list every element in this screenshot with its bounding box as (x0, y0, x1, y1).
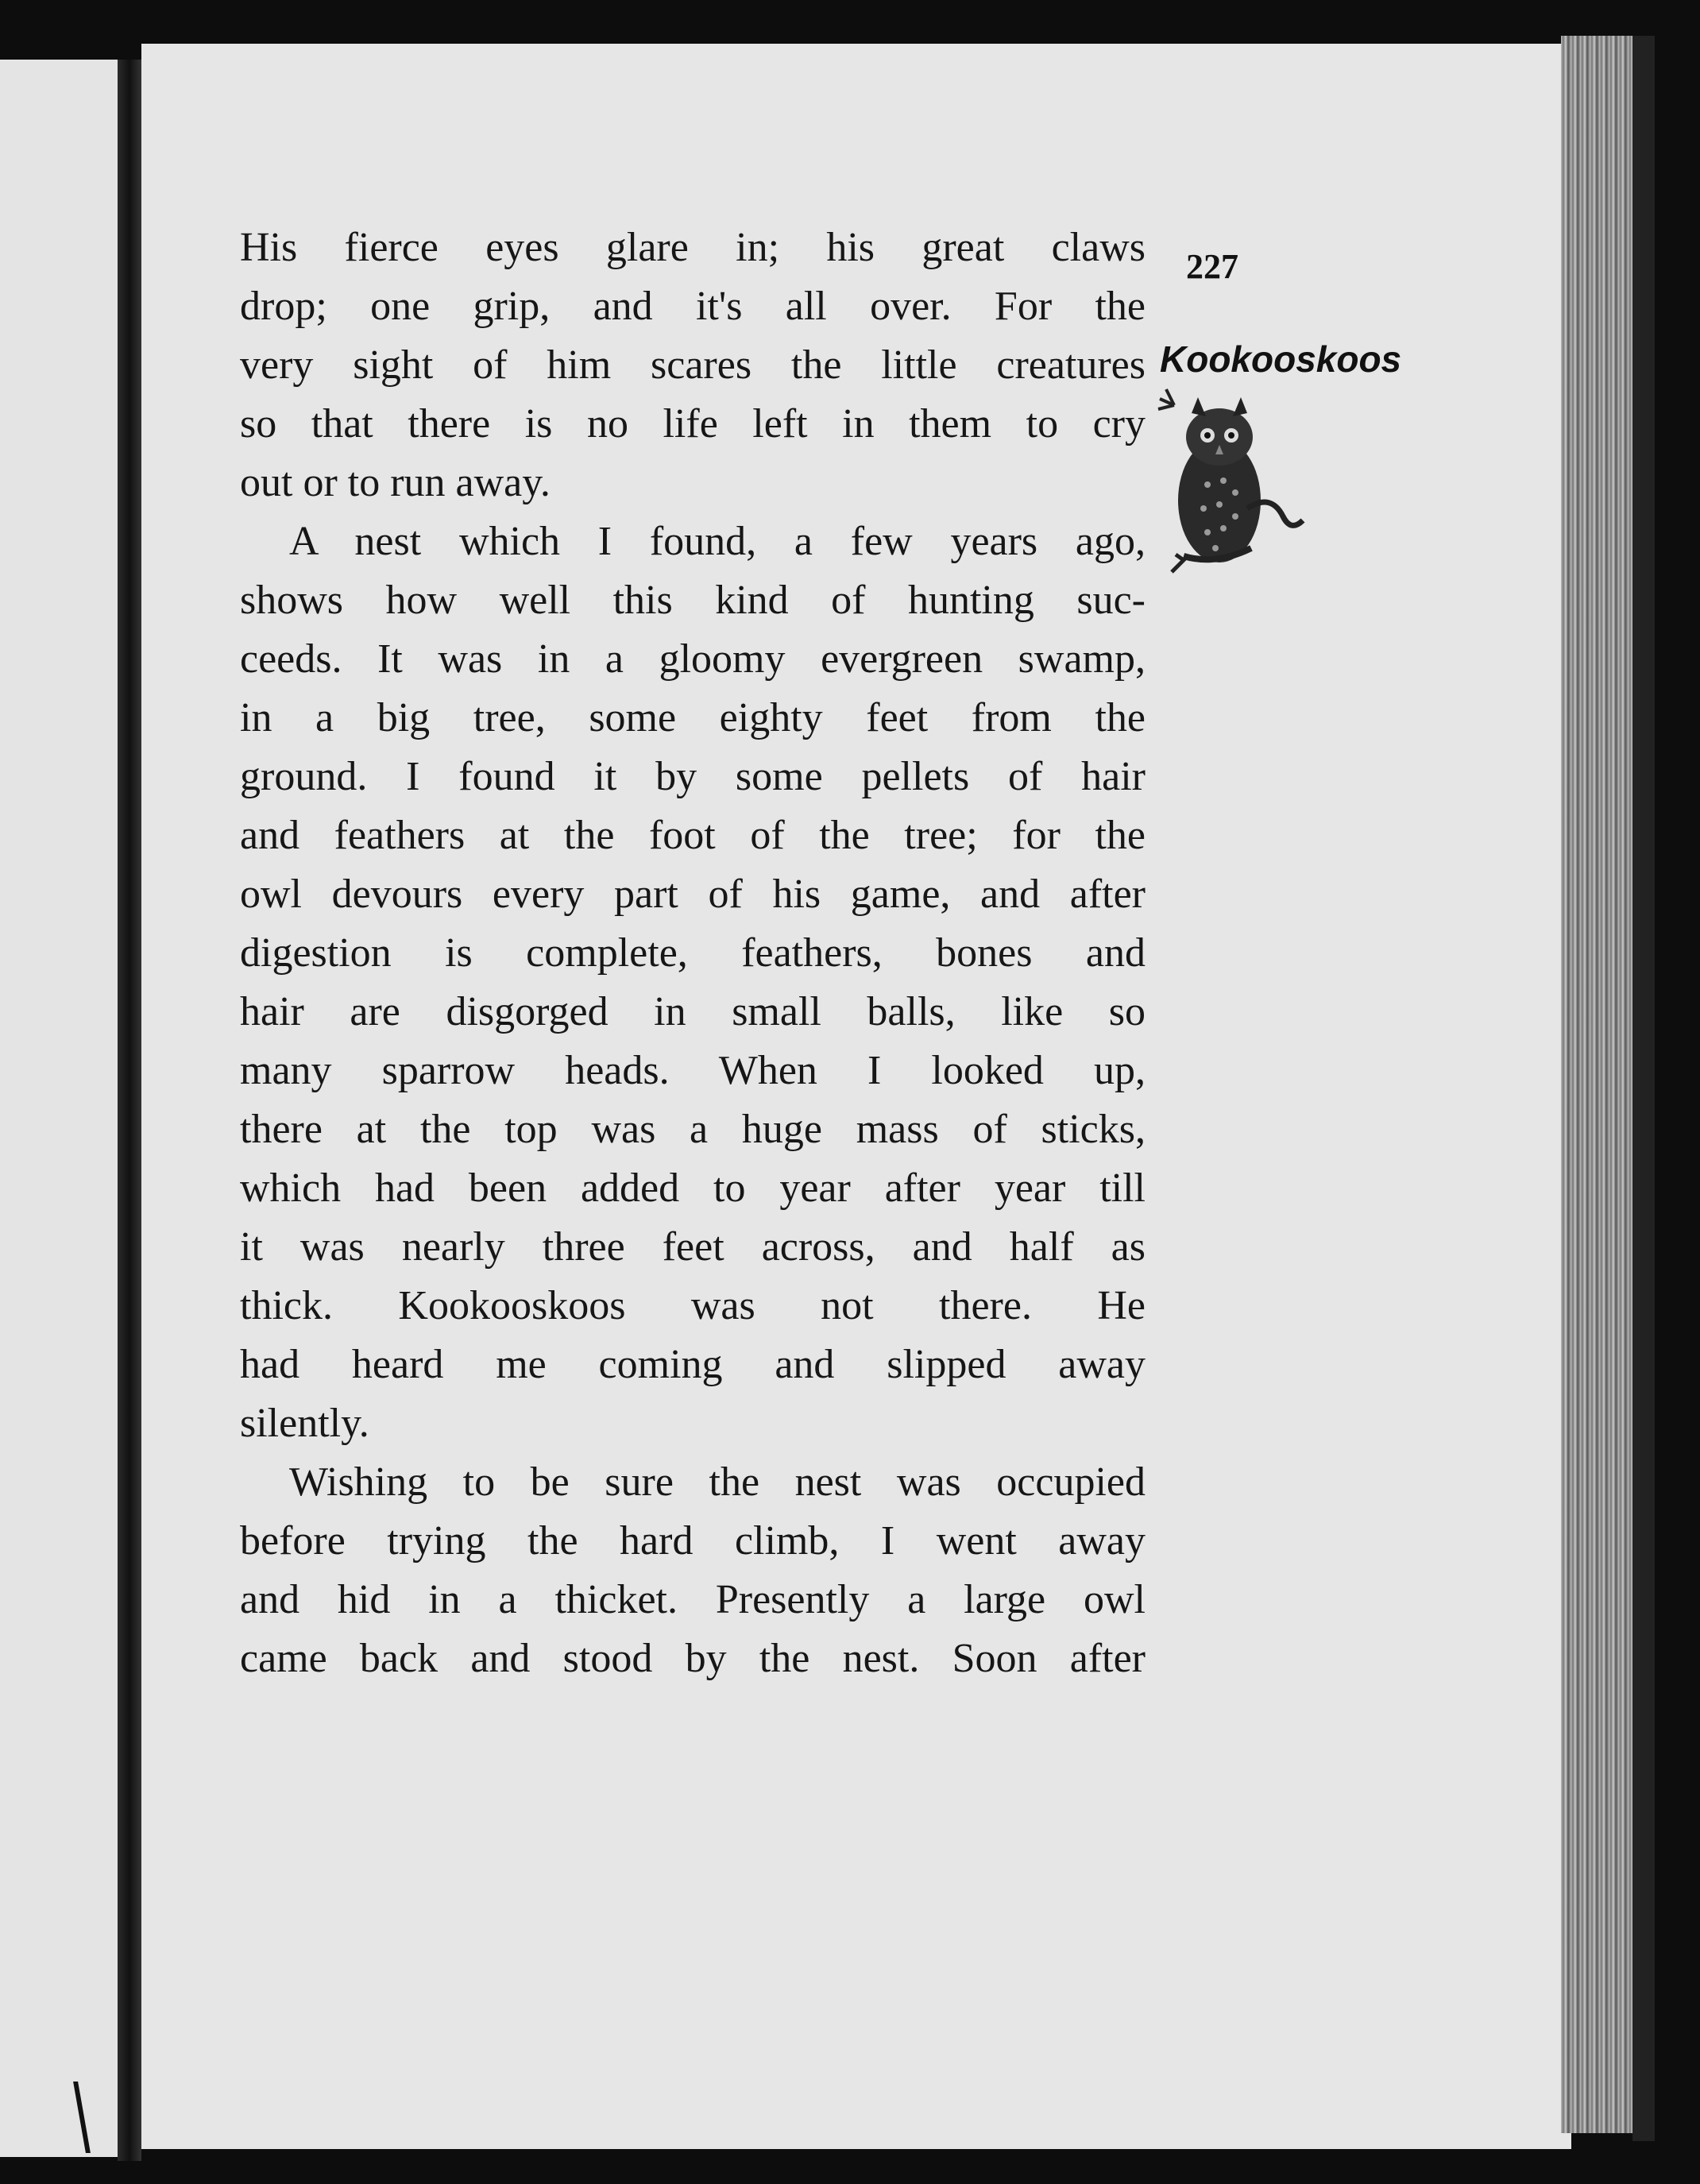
text-line: there at the top was a huge mass of sticks, (240, 1107, 1146, 1152)
text-line: drop; one grip, and it's all over. For the (240, 284, 1146, 329)
facing-page-edge (0, 60, 118, 2157)
owl-icon (1152, 381, 1311, 580)
page-number: 227 (1186, 247, 1238, 286)
book-gutter (118, 60, 141, 2161)
text-line: hair are disgorged in small balls, like so (240, 989, 1146, 1034)
text-line: which had been added to year after year till (240, 1165, 1146, 1211)
text-line: His fierce eyes glare in; his great claws (240, 225, 1146, 270)
text-line: and feathers at the foot of the tree; for the (240, 813, 1146, 858)
text-line: digestion is complete, feathers, bones and (240, 930, 1146, 976)
text-line: so that there is no life left in them to cry (240, 401, 1146, 446)
text-line: many sparrow heads. When I looked up, (240, 1048, 1146, 1093)
text-line: had heard me coming and slipped away (240, 1342, 1146, 1387)
page-stack-shadow (1632, 36, 1655, 2141)
text-line: ceeds. It was in a gloomy evergreen swamp, (240, 636, 1146, 682)
text-line: and hid in a thicket. Presently a large owl (240, 1577, 1146, 1622)
text-line: shows how well this kind of hunting suc- (240, 578, 1146, 623)
text-line: ground. I found it by some pellets of hair (240, 754, 1146, 799)
body-text (240, 218, 1146, 1688)
text-line: Wishing to be sure the nest was occupied (289, 1459, 1146, 1505)
running-head: Kookooskoos (1160, 338, 1402, 380)
text-line: silently. (240, 1401, 369, 1446)
text-line: very sight of him scares the little creatures (240, 342, 1146, 388)
text-line: owl devours every part of his game, and after (240, 872, 1146, 917)
text-line: came back and stood by the nest. Soon after (240, 1636, 1146, 1681)
text-line: in a big tree, some eighty feet from the (240, 695, 1146, 740)
text-line: thick. Kookooskoos was not there. He (240, 1283, 1146, 1328)
page-stack-edge (1561, 36, 1632, 2133)
text-line: it was nearly three feet across, and half as (240, 1224, 1146, 1270)
text-line: out or to run away. (240, 460, 551, 505)
text-line: before trying the hard climb, I went away (240, 1518, 1146, 1564)
text-line: A nest which I found, a few years ago, (289, 519, 1146, 564)
